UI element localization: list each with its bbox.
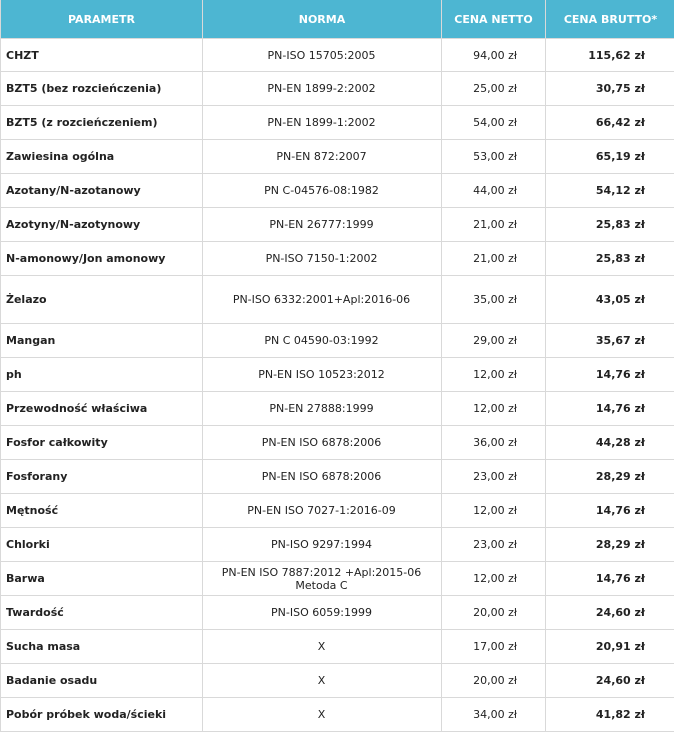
cell-param (1, 596, 203, 630)
cell-brutto (546, 630, 674, 664)
table-row (1, 106, 674, 140)
table-header-row (1, 0, 674, 39)
cell-param-text: Pobór próbek woda/ścieki (6, 708, 166, 721)
cell-norma-text: PN-EN ISO 10523:2012 (258, 368, 385, 381)
cell-netto-text: 29,00 zł (473, 334, 517, 347)
cell-norma-text: PN-EN ISO 6878:2006 (262, 436, 382, 449)
cell-brutto-text: 24,60 zł (596, 674, 645, 687)
cell-netto-text: 35,00 zł (473, 293, 517, 306)
cell-netto (442, 39, 546, 72)
cell-netto-text: 12,00 zł (473, 402, 517, 415)
cell-netto (442, 630, 546, 664)
cell-param (1, 39, 203, 72)
cell-param (1, 528, 203, 562)
cell-param (1, 72, 203, 106)
cell-netto (442, 596, 546, 630)
cell-netto (442, 426, 546, 460)
cell-brutto-text: 20,91 zł (596, 640, 645, 653)
cell-param-text: Przewodność właściwa (6, 402, 147, 415)
cell-param-text: Badanie osadu (6, 674, 97, 687)
cell-param (1, 664, 203, 698)
cell-brutto (546, 596, 674, 630)
cell-norma (203, 562, 442, 596)
cell-norma (203, 208, 442, 242)
cell-netto-text: 53,00 zł (473, 150, 517, 163)
cell-brutto-text: 28,29 zł (596, 470, 645, 483)
column-header-netto: CENA NETTO (442, 0, 546, 39)
cell-netto-text: 23,00 zł (473, 470, 517, 483)
cell-netto-text: 25,00 zł (473, 82, 517, 95)
cell-brutto-text: 14,76 zł (596, 368, 645, 381)
cell-param (1, 426, 203, 460)
cell-param-text: N-amonowy/Jon amonowy (6, 252, 165, 265)
cell-param (1, 562, 203, 596)
cell-param-text: Fosfor całkowity (6, 436, 108, 449)
cell-param-text: Chlorki (6, 538, 50, 551)
cell-brutto (546, 140, 674, 174)
cell-brutto (546, 39, 674, 72)
cell-netto (442, 72, 546, 106)
cell-param-text: Twardość (6, 606, 64, 619)
cell-brutto (546, 358, 674, 392)
cell-norma-text: PN-EN 872:2007 (276, 150, 366, 163)
table-row (1, 596, 674, 630)
cell-norma (203, 39, 442, 72)
cell-brutto (546, 242, 674, 276)
cell-norma (203, 494, 442, 528)
cell-norma-text: X (318, 708, 326, 721)
cell-brutto-text: 30,75 zł (596, 82, 645, 95)
cell-brutto (546, 392, 674, 426)
cell-brutto (546, 324, 674, 358)
cell-brutto-text: 66,42 zł (596, 116, 645, 129)
cell-brutto-text: 54,12 zł (596, 184, 645, 197)
cell-norma (203, 528, 442, 562)
cell-norma (203, 358, 442, 392)
cell-norma-text: PN C 04590-03:1992 (264, 334, 378, 347)
cell-netto (442, 494, 546, 528)
cell-netto (442, 174, 546, 208)
table-row (1, 528, 674, 562)
cell-norma (203, 242, 442, 276)
cell-param-text: Żelazo (6, 293, 47, 306)
cell-netto-text: 20,00 zł (473, 606, 517, 619)
cell-param-text: Mętność (6, 504, 58, 517)
cell-brutto-text: 14,76 zł (596, 572, 645, 585)
cell-norma-text: PN-EN ISO 6878:2006 (262, 470, 382, 483)
cell-norma (203, 140, 442, 174)
column-header-param: PARAMETR (1, 0, 203, 39)
table-row (1, 562, 674, 596)
cell-brutto-text: 28,29 zł (596, 538, 645, 551)
cell-norma-text: X (318, 674, 326, 687)
table-row (1, 358, 674, 392)
cell-netto (442, 358, 546, 392)
cell-param (1, 392, 203, 426)
cell-param (1, 106, 203, 140)
cell-netto (442, 528, 546, 562)
table-row (1, 426, 674, 460)
cell-norma-text-line2: Metoda C (295, 579, 347, 592)
cell-norma-text: PN-ISO 15705:2005 (268, 49, 376, 62)
cell-brutto-text: 25,83 zł (596, 252, 645, 265)
cell-netto-text: 94,00 zł (473, 49, 517, 62)
cell-brutto-text: 25,83 zł (596, 218, 645, 231)
cell-brutto-text: 35,67 zł (596, 334, 645, 347)
cell-netto-text: 20,00 zł (473, 674, 517, 687)
cell-param-text: Mangan (6, 334, 55, 347)
cell-netto-text: 21,00 zł (473, 218, 517, 231)
cell-brutto-text: 14,76 zł (596, 504, 645, 517)
cell-norma (203, 392, 442, 426)
cell-param (1, 242, 203, 276)
cell-netto-text: 36,00 zł (473, 436, 517, 449)
cell-brutto (546, 460, 674, 494)
table-row (1, 208, 674, 242)
cell-norma (203, 174, 442, 208)
table-row (1, 140, 674, 174)
cell-netto (442, 140, 546, 174)
cell-norma (203, 426, 442, 460)
cell-norma-text: PN-ISO 9297:1994 (271, 538, 372, 551)
cell-norma (203, 460, 442, 494)
cell-brutto-text: 24,60 zł (596, 606, 645, 619)
cell-brutto (546, 528, 674, 562)
cell-brutto (546, 106, 674, 140)
cell-brutto-text: 14,76 zł (596, 402, 645, 415)
cell-netto (442, 242, 546, 276)
cell-param (1, 276, 203, 324)
cell-param-text: Zawiesina ogólna (6, 150, 114, 163)
cell-norma-text: PN-EN 1899-2:2002 (267, 82, 375, 95)
cell-netto (442, 664, 546, 698)
table-row (1, 664, 674, 698)
cell-netto (442, 324, 546, 358)
cell-param-text: BZT5 (z rozcieńczeniem) (6, 116, 158, 129)
cell-param-text: Barwa (6, 572, 45, 585)
cell-param (1, 174, 203, 208)
cell-norma-text: PN-EN 27888:1999 (269, 402, 373, 415)
cell-param-text: Sucha masa (6, 640, 80, 653)
cell-netto (442, 208, 546, 242)
cell-brutto (546, 276, 674, 324)
cell-netto (442, 392, 546, 426)
cell-norma-text: X (318, 640, 326, 653)
cell-norma-text: PN C-04576-08:1982 (264, 184, 379, 197)
cell-netto-text: 12,00 zł (473, 572, 517, 585)
cell-norma-text: PN-EN ISO 7887:2012 +Apl:2015-06 (222, 566, 422, 579)
cell-brutto (546, 426, 674, 460)
cell-norma (203, 698, 442, 732)
cell-brutto-text: 65,19 zł (596, 150, 645, 163)
table-row (1, 630, 674, 664)
cell-param (1, 494, 203, 528)
cell-netto-text: 12,00 zł (473, 368, 517, 381)
cell-netto (442, 698, 546, 732)
cell-netto (442, 276, 546, 324)
cell-param-text: Azotany/N-azotanowy (6, 184, 141, 197)
cell-param-text: BZT5 (bez rozcieńczenia) (6, 82, 161, 95)
cell-brutto-text: 41,82 zł (596, 708, 645, 721)
cell-brutto (546, 72, 674, 106)
cell-netto-text: 54,00 zł (473, 116, 517, 129)
cell-brutto-text: 44,28 zł (596, 436, 645, 449)
cell-param-text: Fosforany (6, 470, 67, 483)
cell-norma (203, 324, 442, 358)
cell-param-text: Azotyny/N-azotynowy (6, 218, 140, 231)
cell-norma (203, 664, 442, 698)
cell-netto-text: 23,00 zł (473, 538, 517, 551)
cell-netto (442, 460, 546, 494)
cell-brutto (546, 174, 674, 208)
cell-netto-text: 34,00 zł (473, 708, 517, 721)
table-row (1, 324, 674, 358)
table-row (1, 698, 674, 732)
cell-brutto (546, 208, 674, 242)
cell-brutto (546, 698, 674, 732)
table-row (1, 39, 674, 72)
cell-norma-text: PN-ISO 6332:2001+Apl:2016-06 (233, 293, 410, 306)
cell-param (1, 698, 203, 732)
cell-norma-text: PN-ISO 7150-1:2002 (266, 252, 378, 265)
cell-brutto-text: 115,62 zł (588, 49, 645, 62)
cell-brutto (546, 494, 674, 528)
cell-netto-text: 12,00 zł (473, 504, 517, 517)
cell-param (1, 140, 203, 174)
table-row (1, 72, 674, 106)
table-row (1, 242, 674, 276)
cell-netto-text: 17,00 zł (473, 640, 517, 653)
cell-netto (442, 562, 546, 596)
cell-netto-text: 44,00 zł (473, 184, 517, 197)
cell-netto-text: 21,00 zł (473, 252, 517, 265)
cell-norma-text: PN-EN 1899-1:2002 (267, 116, 375, 129)
cell-param (1, 208, 203, 242)
cell-param-text: ph (6, 368, 22, 381)
cell-norma (203, 630, 442, 664)
table-row (1, 460, 674, 494)
table-row (1, 174, 674, 208)
table-row (1, 392, 674, 426)
cell-brutto-text: 43,05 zł (596, 293, 645, 306)
cell-param (1, 358, 203, 392)
column-header-brutto: CENA BRUTTO* (546, 0, 674, 39)
table-row (1, 494, 674, 528)
cell-norma-text: PN-EN ISO 7027-1:2016-09 (247, 504, 396, 517)
cell-norma (203, 72, 442, 106)
cell-brutto (546, 664, 674, 698)
cell-norma-text: PN-EN 26777:1999 (269, 218, 373, 231)
cell-norma (203, 276, 442, 324)
cell-norma-text: PN-ISO 6059:1999 (271, 606, 372, 619)
column-header-norma: NORMA (203, 0, 442, 39)
cell-param-text: CHZT (6, 49, 39, 62)
cell-param (1, 324, 203, 358)
cell-param (1, 460, 203, 494)
table-row (1, 276, 674, 324)
cell-brutto (546, 562, 674, 596)
cell-netto (442, 106, 546, 140)
cell-param (1, 630, 203, 664)
cell-norma (203, 106, 442, 140)
cell-norma (203, 596, 442, 630)
